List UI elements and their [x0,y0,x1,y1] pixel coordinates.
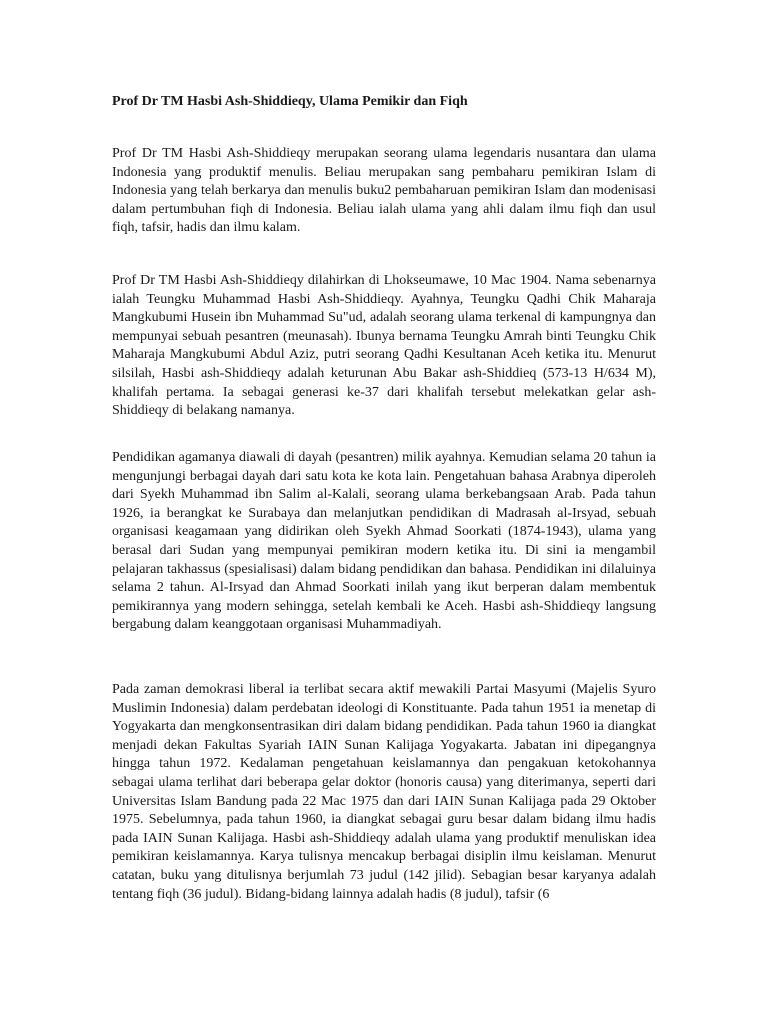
document-title: Prof Dr TM Hasbi Ash-Shiddieqy, Ulama Pemikir dan Fiqh [112,94,468,109]
paragraph-intro: Prof Dr TM Hasbi Ash-Shiddieqy merupakan seorang ulama legendaris nusantara dan ulama Indonesia yang produktif menulis. Beliau merupakan sang pembaharu pemikiran Islam di Indonesia yang telah berkarya dan menulis buku2 pembaharuan pemikiran Islam dan modenisasi dalam pertumbuhan fiqh di Indonesia. Beliau ialah ulama yang ahli dalam ilmu fiqh dan usul fiqh, tafsir, hadis dan ilmu kalam. [112,146,656,236]
paragraph-education: Pendidikan agamanya diawali di dayah (pesantren) milik ayahnya. Kemudian selama 20 tahun ia mengunjungi berbagai dayah dari satu kota ke kota lain. Pengetahuan bahasa Arabnya diperoleh dari Syekh Muhammad ibn Salim al-Kalali, seorang ulama berkebangsaan Arab. Pada tahun 1926, ia berangkat ke Surabaya dan melanjutkan pendidikan di Madrasah al-Irsyad, sebuah organisasi keagamaan yang didirikan oleh Syekh Ahmad Soorkati (1874-1943), ulama yang berasal dari Sudan yang mempunyai pemikiran modern ketika itu. Di sini ia mengambil pelajaran takhassus (spesialisasi) dalam bidang pendidikan dan bahasa. Pendidikan ini dilaluinya selama 2 tahun. Al-Irsyad dan Ahmad Soorkati inilah yang ikut berperan dalam membentuk pemikirannya yang modern sehingga, setelah kembali ke Aceh. Hasbi ash-Shiddieqy langsung bergabung dalam keanggotaan organisasi Muhammadiyah. [112,450,656,633]
paragraph-career: Pada zaman demokrasi liberal ia terlibat secara aktif mewakili Partai Masyumi (Majelis Syuro Muslimin Indonesia) dalam perdebatan ideologi di Konstituante. Pada tahun 1951 ia menetap di Yogyakarta dan mengkonsentrasikan diri dalam bidang pendidikan. Pada tahun 1960 ia diangkat menjadi dekan Fakultas Syariah IAIN Sunan Kalijaga Yogyakarta. Jabatan ini dipegangnya hingga tahun 1972. Kedalaman pengetahuan keislamannya dan pengakuan ketokohannya sebagai ulama terlihat dari beberapa gelar doktor (honoris causa) yang diterimanya, seperti dari Universitas Islam Bandung pada 22 Mac 1975 dan dari IAIN Sunan Kalijaga pada 29 Oktober 1975. Sebelumnya, pada tahun 1960, ia diangkat sebagai guru besar dalam bidang ilmu hadis pada IAIN Sunan Kalijaga. Hasbi ash-Shiddieqy adalah ulama yang produktif menuliskan idea pemikiran keislamannya. Karya tulisnya mencakup berbagai disiplin ilmu keislaman. Menurut catatan, buku yang ditulisnya berjumlah 73 judul (142 jilid). Sebagian besar karyanya adalah tentang fiqh (36 judul). Bidang-bidang lainnya adalah hadis (8 judul), tafsir (6 [112,682,656,902]
paragraph-birth: Prof Dr TM Hasbi Ash-Shiddieqy dilahirkan di Lhokseumawe, 10 Mac 1904. Nama sebenarnya ialah Teungku Muhammad Hasbi Ash-Shiddieqy. Ayahnya, Teungku Qadhi Chik Maharaja Mangkubumi Husein ibn Muhammad Su"ud, adalah seorang ulama terkenal di kampungnya dan mempunyai sebuah pesantren (meunasah). Ibunya bernama Teungku Amrah binti Teungku Chik Maharaja Mangkubumi Abdul Aziz, putri seorang Qadhi Kesultanan Aceh ketika itu. Menurut silsilah, Hasbi ash-Shiddieqy adalah keturunan Abu Bakar ash-Shiddieq (573-13 H/634 M), khalifah pertama. Ia sebagai generasi ke-37 dari khalifah tersebut melekatkan gelar ash-Shiddieqy di belakang namanya. [112,273,656,419]
